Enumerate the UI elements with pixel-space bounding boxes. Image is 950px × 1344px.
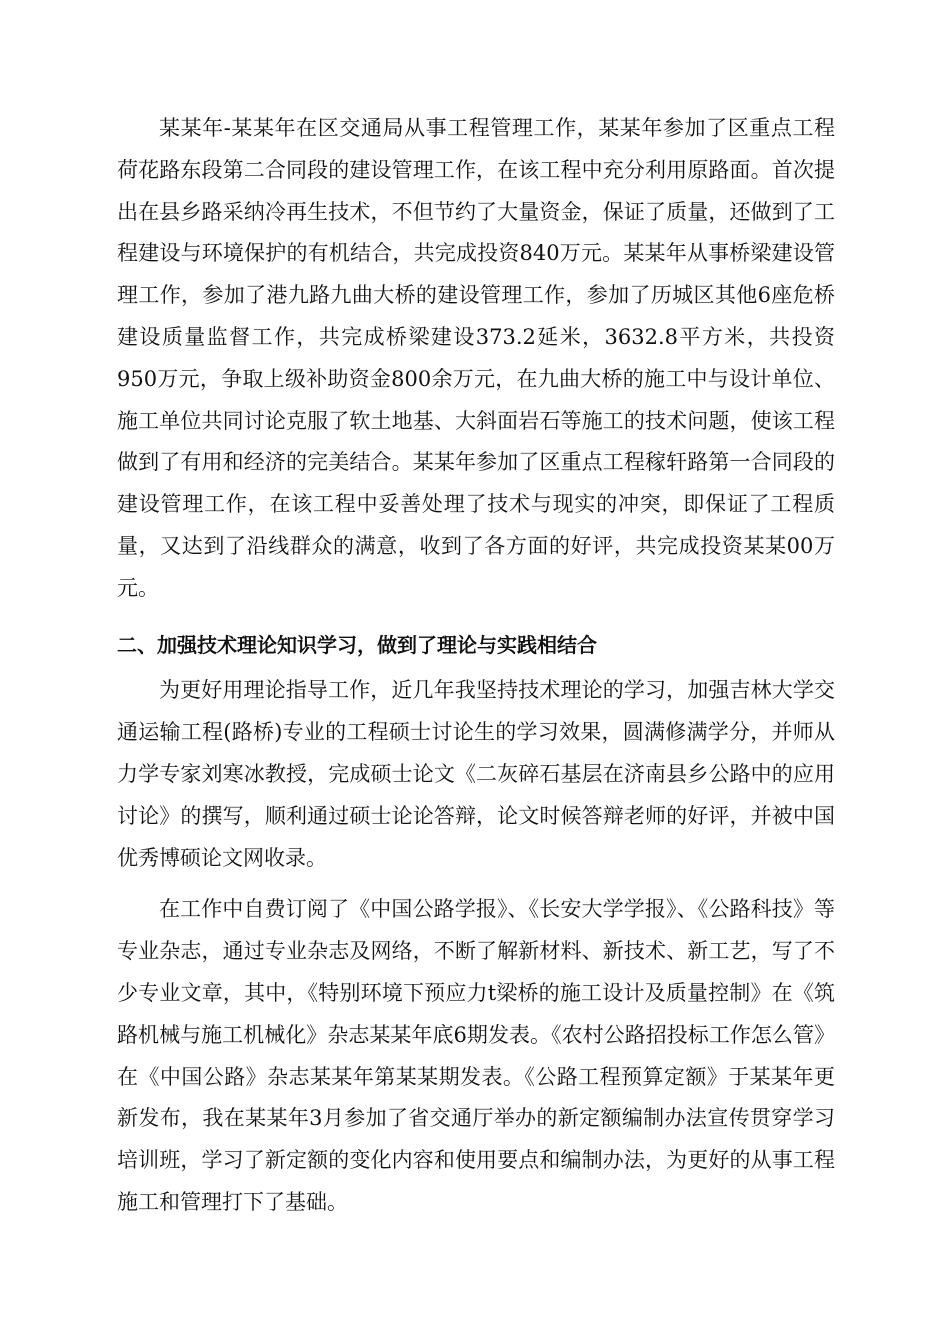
paragraph-theory-study: 为更好用理论指导工作，近几年我坚持技术理论的学习，加强吉林大学交通运输工程(路桥)专业的工程硕士讨论生的学习效果，圆满修满学分，并师从力学专家刘寒冰教授，完成硕士论文《二灰碎石基层在济南县乡公路中的应用讨论》的撰写，顺利通过硕士论论答辩，论文时候答辩老师的好评，并被中国优秀博硕论文网收录。 xyxy=(117,678,835,870)
document-body xyxy=(117,108,835,1224)
paragraph-spacer xyxy=(117,879,835,889)
paragraph-project-management: 某某年-某某年在区交通局从事工程管理工作，某某年参加了区重点工程荷花路东段第二合同段的建设管理工作，在该工程中充分利用原路面。首次提出在县乡路采纳冷再生技术，不但节约了大量资金，保证了质量，还做到了工程建设与环境保护的有机结合，共完成投资840万元。某某年从事桥梁建设管理工作，参加了港九路九曲大桥的建设管理工作，参加了历城区其他6座危桥建设质量监督工作，共完成桥梁建设373.2延米，3632.8平方米，共投资950万元，争取上级补助资金800余万元，在九曲大桥的施工中与设计单位、施工单位共同讨论克服了软土地基、大斜面岩石等施工的技术问题，使该工程做到了有用和经济的完美结合。某某年参加了区重点工程稼轩路第一合同段的建设管理工作，在该工程中妥善处理了技术与现实的冲突，即保证了工程质量，又达到了沿线群众的满意，收到了各方面的好评，共完成投资某某00万元。 xyxy=(117,116,835,600)
paragraph-spacer xyxy=(117,610,835,620)
paragraph-journals-training: 在工作中自费订阅了《中国公路学报》、《长安大学学报》、《公路科技》等专业杂志，通过专业杂志及网络，不断了解新材料、新技术、新工艺，写了不少专业文章，其中，《特别环境下预应力t梁桥的施工设计及质量控制》在《筑路机械与施工机械化》杂志某某年底6期发表。《农村公路招投标工作怎么管》在《中国公路》杂志某某年第某某期发表。《公路工程预算定额》于某某年更新发布，我在某某年3月参加了省交通厅举办的新定额编制办法宣传贯穿学习培训班，学习了新定额的变化内容和使用要点和编制办法，为更好的从事工程施工和管理打下了基础。 xyxy=(117,897,835,1214)
section-heading-2: 二、加强技术理论知识学习，做到了理论与实践相结合 xyxy=(117,632,597,657)
